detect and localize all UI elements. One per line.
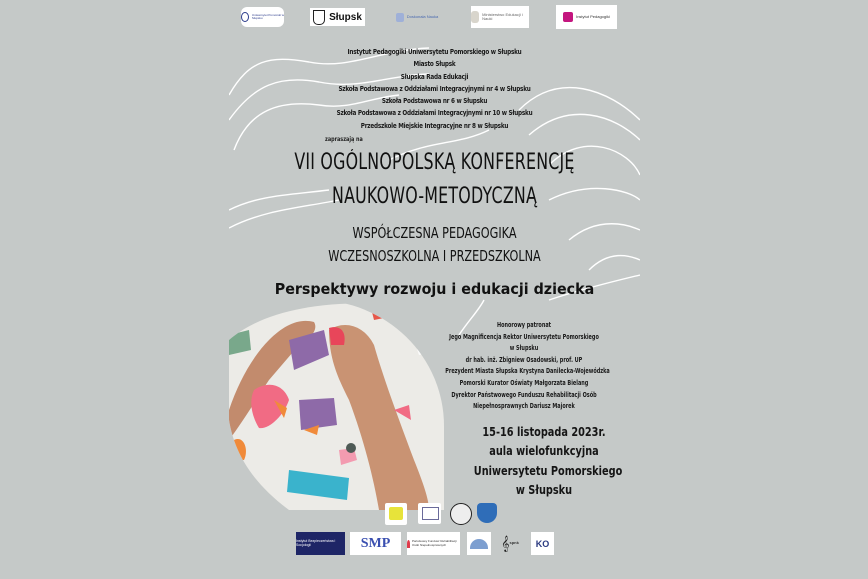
event-details [454,422,634,499]
conference-topic-line2: WCZESNOSZKOLNA I PRZEDSZKOLNA [328,247,541,265]
pedagogy-icon [563,12,573,22]
logo-umbrella [467,532,491,555]
event-venue: w Słupsku [515,481,573,497]
conference-topic-line1: WSPÓŁCZESNA PEDAGOGIKA [352,224,517,242]
school-logo-2 [418,503,441,524]
network-icon [396,13,404,22]
organizer-item: Szkoła Podstawowa z Oddziałami Integracyjnymi nr 4 w Słupsku [338,83,531,93]
logo-instytut-pedagogiki: Instytut Pedagogiki [556,5,617,29]
organizers-list [229,46,640,132]
tulip-icon [407,540,410,548]
event-date: 15-16 listopada 2023r. [482,424,606,439]
logo-instytut-bezpieczenstwa: Instytut Bezpieczeństwa i Socjologii [296,532,345,555]
patronage-line: dr hab. inż. Zbigniew Osadowski, prof. UP [465,355,583,364]
patronage-line: Pomorski Kurator Oświaty Małgorzata Bielang [459,378,589,387]
conference-title-line2: NAUKOWO-METODYCZNĄ [332,184,537,209]
organizer-item: Miasto Słupsk [413,59,456,69]
patronage-line: Prezydent Miasta Słupska Krystyna Danilecka-Wojewódzka [445,367,610,376]
organizer-item: Szkoła Podstawowa z Oddziałami Integracyjnymi nr 10 w Słupsku [336,108,533,118]
school-logo-1 [385,503,407,525]
conference-subtitle: Perspektywy rozwoju i edukacji dziecka [274,280,595,298]
conference-poster [229,0,640,579]
logo-pfron: Państwowy Fundusz Rehabilitacji Osób Niepełnosprawnych [407,532,460,555]
patronage-line: Dyrektor Państwowego Funduszu Rehabilitacji Osób [451,390,597,399]
organizer-item: Instytut Pedagogiki Uniwersytetu Pomorskiego w Słupsku [347,47,522,56]
organizer-item: Szkoła Podstawowa nr 6 w Słupsku [381,96,488,106]
organizer-item: Słupska Rada Edukacji [400,71,469,81]
patronage-line: Jego Magnificencja Rektor Uniwersytetu Pomorskiego [449,332,599,341]
school-logo-4 [477,503,497,523]
school-logo-3 [450,503,472,525]
conference-title-line1: VII OGÓLNOPOLSKĄ KONFERENCJĘ [294,150,575,175]
event-venue: Uniwersytetu Pomorskiego [473,462,623,478]
treble-clef-icon: 𝄞 [501,535,510,551]
logo-ko: KO [531,532,554,555]
logo-uniwersytet-pomorski: Uniwersytet Pomorski w Słupsku [241,7,284,27]
organizer-item: Przedszkole Miejskie Integracyjne nr 8 w Słupsku [360,120,509,130]
patronage-line: Honorowy patronat [496,321,552,329]
logo-ministerstwo-edukacji: Ministerstwo Edukacji i Nauki [471,6,529,28]
umbrella-icon [470,539,488,549]
logo-spnk: 𝄞 spnk [501,535,519,551]
slupsk-crest-icon [313,10,325,25]
logo-smp: SMP [350,532,401,555]
honorary-patronage [419,320,629,413]
logo-doskonala-nauka: Doskonała Nauka [395,9,439,25]
event-venue: aula wielofunkcyjna [489,443,599,459]
patronage-line: Niepełnosprawnych Dariusz Majorek [473,402,575,411]
school-emblem-icon [389,507,403,520]
patronage-line: w Słupsku [509,344,539,353]
logo-slupsk: Słupsk [310,8,365,26]
university-crest-icon [241,12,249,22]
eagle-emblem-icon [471,11,479,23]
school-emblem-icon [422,507,439,520]
invite-text: zapraszają na [325,135,363,143]
